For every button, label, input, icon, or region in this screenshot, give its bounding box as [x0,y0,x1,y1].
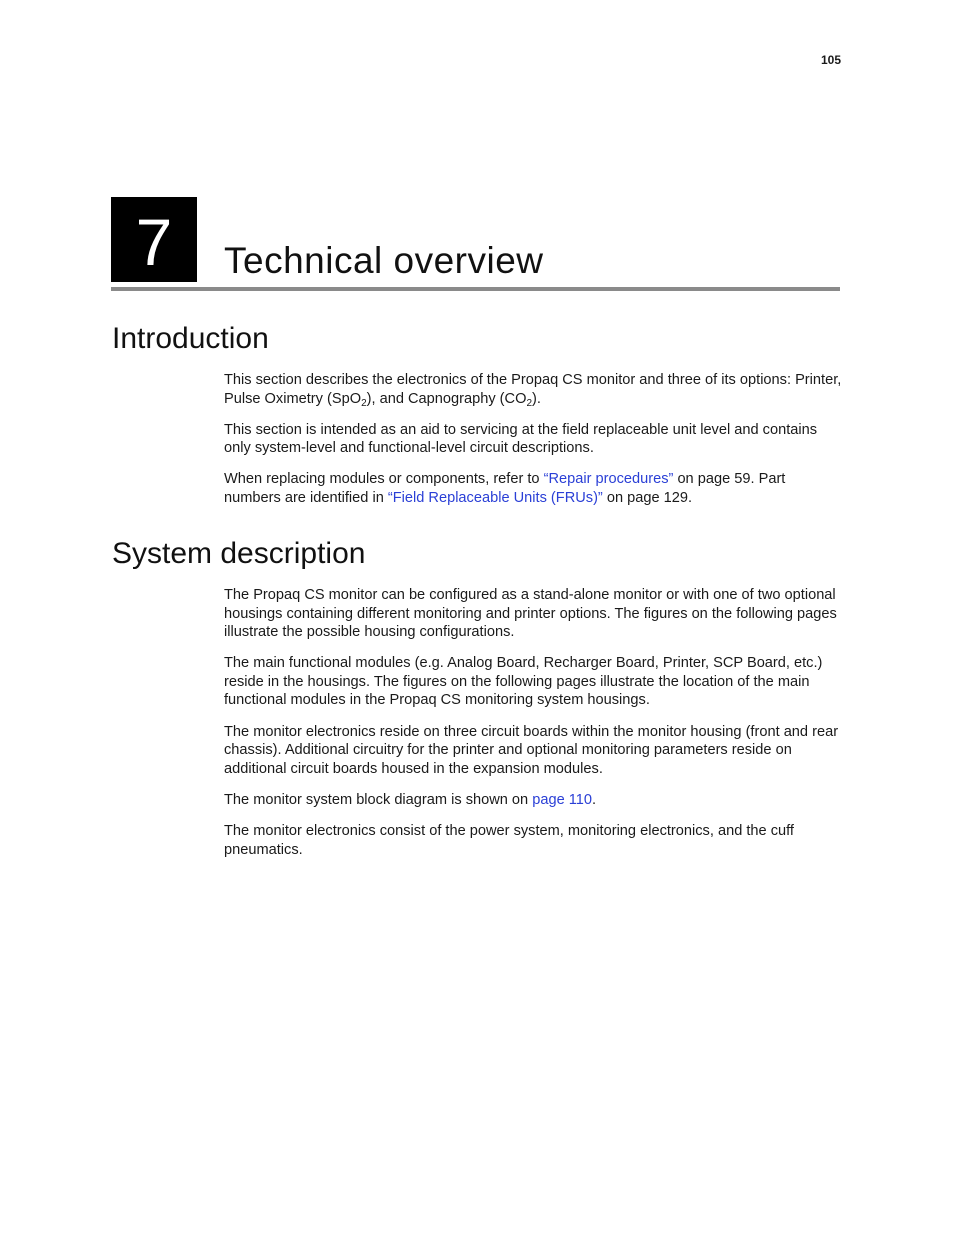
introduction-body [224,371,844,520]
system-description-heading: System description [112,537,366,570]
introduction-heading: Introduction [112,322,269,355]
introduction-paragraph-3: When replacing modules or components, refer to “Repair procedures” on page 59. Part numbers are identified in “Field Replaceable Units (FRUs)” on page 129. [224,471,786,506]
page-number: 105 [820,53,841,67]
system-description-paragraph-2: The main functional modules (e.g. Analog Board, Recharger Board, Printer, SCP Board, etc.) reside in the housings. The figures on the following pages illustrate the location of the main functional modules in the Propaq CS monitoring system housings. [224,655,823,709]
system-description-body [224,586,844,872]
page-110-link[interactable]: page 110 [532,791,593,808]
system-description-paragraph-3: The monitor electronics reside on three circuit boards within the monitor housing (front and rear chassis). Additional circuitry for the printer and optional monitoring parameters reside on additional circuit boards housed in the expansion modules. [224,723,839,777]
system-description-paragraph-1: The Propaq CS monitor can be configured as a stand-alone monitor or with one of two optional housings containing different monitoring and printer options. The figures on the following pages illustrate the possible housing configurations. [224,587,837,641]
system-description-paragraph-4: The monitor system block diagram is shown on page 110. [224,791,597,808]
repair-procedures-link[interactable]: “Repair procedures” [543,471,674,488]
chapter-title: Technical overview [224,240,544,281]
field-replaceable-units-link[interactable]: “Field Replaceable Units (FRUs)” [387,489,603,506]
introduction-paragraph-1: This section describes the electronics of the Propaq CS monitor and three of its options: Printer, Pulse Oximetry (SpO$_2$), and Capnography $(CO_2)$. [224,372,842,409]
chapter-number: 7 [135,204,173,279]
introduction-paragraph-2: This section is intended as an aid to servicing at the field replaceable unit level and contains only system-level and functional-level circuit descriptions. [224,421,818,457]
chapter-title-rule [111,287,840,291]
chapter-number-box [111,197,197,282]
system-description-paragraph-5: The monitor electronics consist of the power system, monitoring electronics, and the cuff pneumatics. [224,822,794,858]
